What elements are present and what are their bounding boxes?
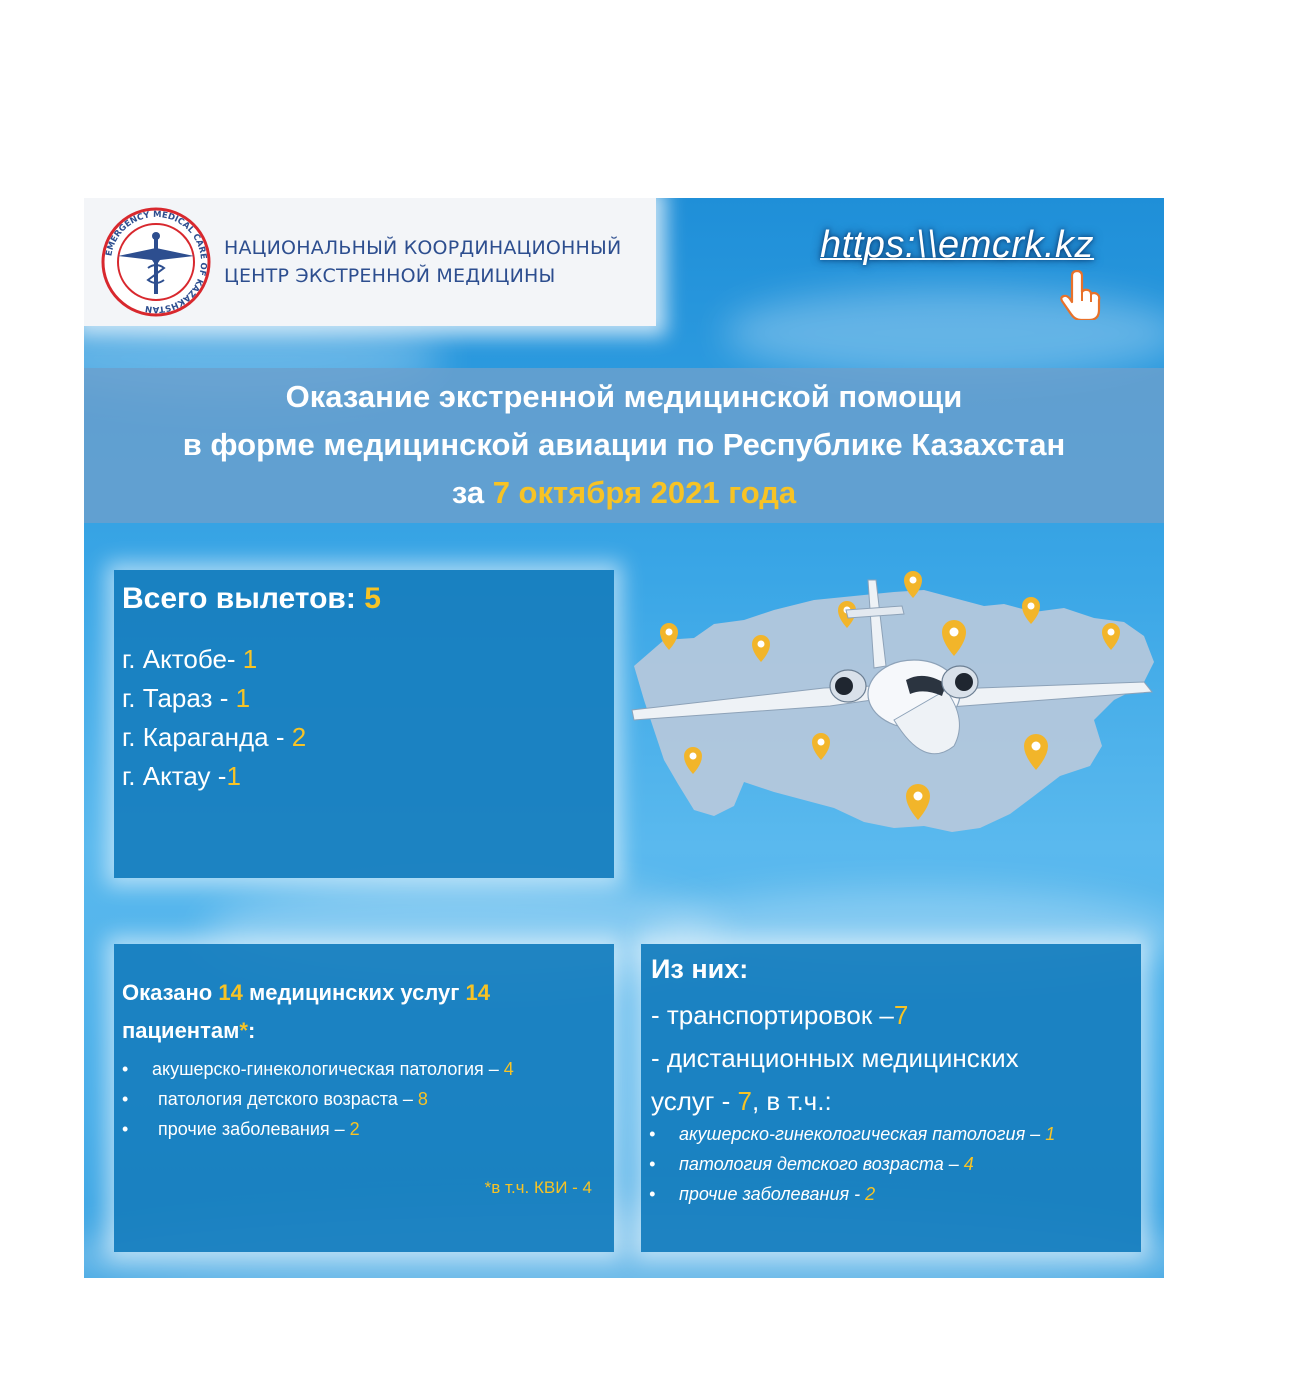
bullet-icon: • — [649, 1124, 656, 1144]
services-card — [114, 944, 614, 1252]
org-name-line1: НАЦИОНАЛЬНЫЙ КООРДИНАЦИОННЫЙ — [224, 237, 622, 259]
flights-total — [122, 582, 381, 616]
list-item — [641, 1119, 1055, 1149]
list-item — [114, 1084, 514, 1114]
item-value: 2 — [349, 1119, 360, 1139]
transport-line — [651, 994, 1131, 1037]
transport-label: - транспортировок – — [651, 1000, 894, 1030]
list-item — [122, 679, 306, 718]
website-link[interactable]: https:\\emcrk.kz — [820, 224, 1095, 266]
list-item — [122, 640, 306, 679]
item-label: прочие заболевания – — [158, 1119, 350, 1139]
services-list — [114, 1054, 514, 1144]
services-count: 14 — [218, 980, 243, 1005]
list-item — [114, 1114, 514, 1144]
breakdown-lines — [651, 994, 1131, 1123]
list-item — [641, 1179, 1055, 1209]
item-value: 1 — [1045, 1124, 1056, 1144]
hand-pointer-icon — [1058, 270, 1102, 320]
title-line2: в форме медицинской авиации по Республике Казахстан — [182, 427, 1066, 462]
city-label: г. Актобе- — [122, 644, 243, 674]
city-label: г. Караганда - — [122, 722, 292, 752]
title-banner — [84, 368, 1164, 523]
item-value: 2 — [865, 1184, 876, 1204]
bullet-icon: • — [122, 1059, 129, 1079]
kazakhstan-map — [624, 570, 1164, 850]
remote-value: 7 — [737, 1086, 752, 1116]
transport-value: 7 — [893, 1000, 909, 1030]
flights-label: Всего вылетов: — [122, 582, 365, 615]
list-item — [122, 718, 306, 757]
item-label: патология детского возраста – — [158, 1089, 418, 1109]
city-count: 1 — [242, 644, 258, 674]
services-text: Оказано — [122, 980, 219, 1005]
patients-count: 14 — [465, 980, 491, 1005]
emblem-ring-text: EMERGENCY MEDICAL CARE OF KAZAKHSTAN — [104, 209, 209, 315]
org-name-line2: ЦЕНТР ЭКСТРЕННОЙ МЕДИЦИНЫ — [224, 265, 556, 287]
list-item — [114, 1054, 514, 1084]
city-label: г. Тараз - — [122, 683, 236, 713]
flights-list — [122, 640, 306, 796]
logo-panel — [84, 198, 656, 326]
title-line3 — [84, 469, 1164, 517]
remote-suffix: , в т.ч.: — [751, 1086, 832, 1116]
list-item — [122, 757, 306, 796]
remote-label: услуг - — [651, 1086, 738, 1116]
bullet-icon: • — [649, 1184, 656, 1204]
emblem-logo — [100, 206, 212, 318]
bullet-icon: • — [649, 1154, 656, 1174]
item-label: патология детского возраста – — [679, 1154, 964, 1174]
flights-card — [114, 570, 614, 878]
services-text: : — [247, 1018, 256, 1043]
breakdown-card — [641, 944, 1141, 1252]
list-item — [641, 1149, 1055, 1179]
city-count: 1 — [226, 761, 241, 791]
services-text: медицинских услуг — [242, 980, 466, 1005]
item-value: 4 — [503, 1059, 514, 1079]
breakdown-title: Из них: — [651, 954, 749, 984]
item-label: прочие заболевания - — [679, 1184, 866, 1204]
flights-total-value: 5 — [364, 582, 381, 615]
city-label: г. Актау - — [122, 761, 227, 791]
covid-note: *в т.ч. КВИ - 4 — [484, 1178, 592, 1197]
services-text: пациентам — [122, 1018, 240, 1043]
title-date: 7 октября 2021 года — [492, 475, 797, 510]
poster — [84, 198, 1164, 1278]
item-value: 8 — [417, 1089, 428, 1109]
remote-line1: - дистанционных медицинских — [651, 1043, 1019, 1073]
breakdown-list — [641, 1119, 1055, 1209]
city-count: 2 — [291, 722, 307, 752]
title-line1: Оказание экстренной медицинской помощи — [285, 379, 963, 414]
asterisk: * — [239, 1018, 248, 1043]
services-heading — [122, 974, 602, 1050]
item-value: 4 — [963, 1154, 974, 1174]
title-prefix: за — [451, 475, 493, 510]
city-count: 1 — [235, 683, 251, 713]
item-label: акушерско-гинекологическая патология – — [152, 1059, 504, 1079]
item-label: акушерско-гинекологическая патология – — [679, 1124, 1046, 1144]
bullet-icon: • — [122, 1089, 129, 1109]
org-name — [224, 234, 621, 290]
bullet-icon: • — [122, 1119, 129, 1139]
remote-line2 — [651, 1080, 1131, 1123]
